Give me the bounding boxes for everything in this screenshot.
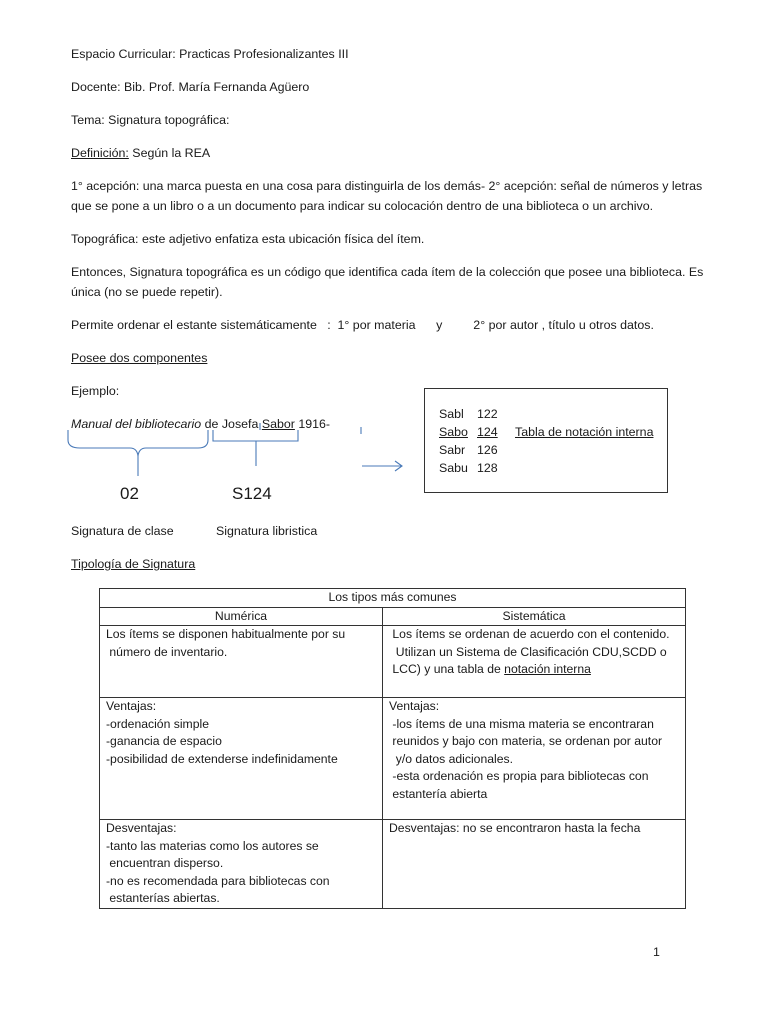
cell-line: Desventajas: [106,821,177,835]
table-row [100,698,686,820]
notation-code: Sabr [439,443,466,457]
table-header-row [100,607,686,626]
cell-line [389,661,679,679]
cell-line: Los ítems se disponen habitualmente por su [106,627,346,641]
notation-note: Tabla de notación interna [515,425,654,439]
acepcion-line-1: 1° acepción: una marca puesta en una cosa para distinguirla de los demás- 2° acepción: señal de números y letras [71,179,703,193]
sistematica-desventajas: Desventajas: no se encontraron hasta la fecha [383,820,686,909]
notation-number: 122 [477,407,498,421]
page-number: 1 [653,945,660,959]
cell-line: estanterías abiertas. [106,891,220,905]
definition-source: Según la REA [128,146,211,160]
author-surname: Sabor [261,417,295,431]
col-numerica: Numérica [100,607,383,626]
signatura-libristica-label: Signatura libristica [216,524,318,538]
entonces-line-2: única (no se puede repetir). [71,285,223,299]
cell-line: -los ítems de una misma materia se encontraran [389,716,654,731]
cell-line: Utilizan un Sistema de Clasificación CDU,SCDD o [389,644,667,659]
topic-line: Tema: Signatura topográfica: [71,113,230,127]
notation-row [439,405,513,423]
notation-row [439,459,513,477]
cell-line: y/o datos adicionales. [389,751,513,766]
cell-line: -ordenación simple [106,716,209,731]
tipologia-heading: Tipología de Signatura [71,557,196,571]
topografica-line: Topográfica: este adjetivo enfatiza esta ubicación física del ítem. [71,232,425,246]
arrow-icon [362,461,402,471]
sistematica-desc [383,626,686,698]
cell-line: encuentran disperso. [106,856,224,870]
table-row [100,626,686,698]
numerica-ventajas [100,698,383,820]
table-title-row [100,589,686,608]
notation-row [439,441,513,459]
cell-line: Ventajas: [106,699,157,713]
numerica-desventajas [100,820,383,909]
cell-line: -esta ordenación es propia para bibliotecas con [389,769,649,783]
notation-code: Sabl [439,407,464,421]
notation-number: 126 [477,443,498,457]
col-sistematica: Sistemática [383,607,686,626]
cell-line: -ganancia de espacio [106,734,222,748]
table-title: Los tipos más comunes [100,589,686,608]
ejemplo-label: Ejemplo: [71,384,120,398]
class-bracket [68,430,208,476]
notation-box [424,388,668,493]
cell-line: Ventajas: [389,699,440,713]
book-bracket [213,430,298,466]
notation-code: Sabo [439,425,468,439]
numerica-desc [100,626,383,698]
book-code: S124 [232,484,272,503]
notation-number: 128 [477,461,498,475]
permite-line: Permite ordenar el estante sistemáticamente : 1° por materia y 2° por autor , título u otros datos. [71,318,654,332]
class-code: 02 [120,484,139,503]
entonces-line-1: Entonces, Signatura topográfica es un código que identifica cada ítem de la colección que posee una biblioteca. Es [71,265,704,279]
types-table [99,588,686,909]
cell-line: -posibilidad de extenderse indefinidamente [106,751,338,766]
table-row [100,820,686,909]
notation-row [439,423,653,441]
definition-label: Definición: [71,146,129,160]
course-line: Espacio Curricular: Practicas Profesionalizantes III [71,47,349,61]
sistematica-ventajas [383,698,686,820]
signatura-clase-label: Signatura de clase [71,524,174,538]
cell-line: -no es recomendada para bibliotecas con [106,873,330,888]
cell-line: estantería abierta [389,786,488,801]
componentes-heading: Posee dos componentes [71,351,208,365]
teacher-line: Docente: Bib. Prof. María Fernanda Agüero [71,80,310,94]
acepcion-line-2: que se pone a un libro o a un documento para indicar su colocación dentro de una biblioteca o un archivo. [71,199,654,213]
cell-line: reunidos y bajo con materia, se ordenan por autor [389,734,663,748]
cell-text: LCC) y una tabla de [389,662,505,676]
notation-code: Sabu [439,461,468,475]
cell-line: -tanto las materias como los autores se [106,838,319,853]
year: 1916- [294,417,331,431]
cell-line: Los ítems se ordenan de acuerdo con el contenido. [389,627,670,641]
cell-line: número de inventario. [106,644,228,659]
notation-number: 124 [477,425,498,439]
notation-link-text: notación interna [504,662,591,676]
author-prefix: de Josefa [201,417,262,431]
book-title: Manual del bibliotecario [71,417,202,431]
